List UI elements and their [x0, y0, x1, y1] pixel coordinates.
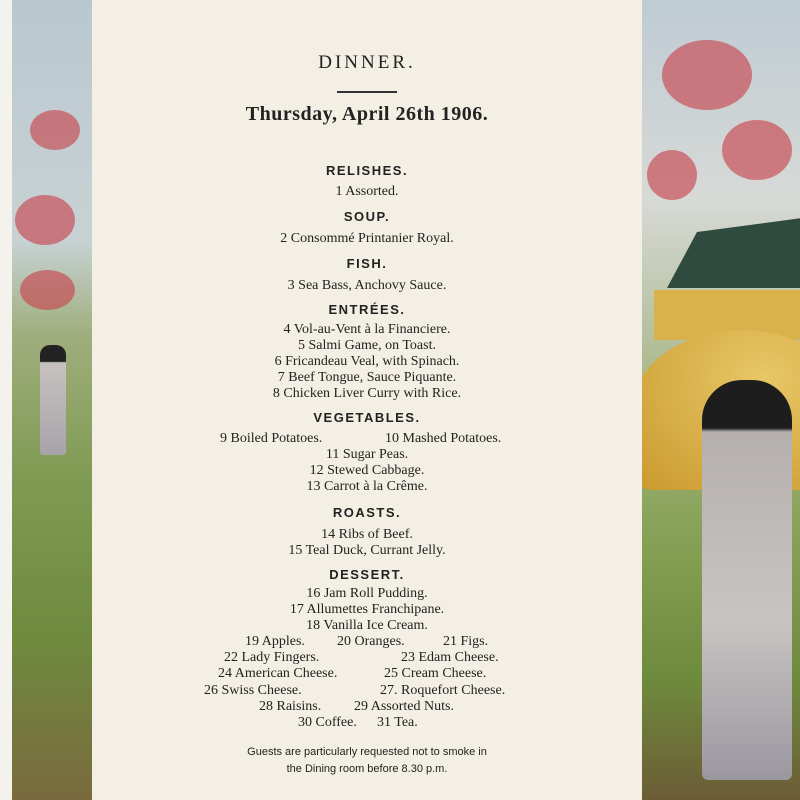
- section-fish: FISH.: [346, 256, 388, 271]
- menu-item: 27. Roquefort Cheese.: [380, 683, 506, 698]
- menu-item: 3 Sea Bass, Anchovy Sauce.: [287, 278, 447, 293]
- menu-title: DINNER.: [318, 52, 416, 73]
- menu-item: 11 Sugar Peas.: [325, 447, 409, 462]
- notice-line: the Dining room before 8.30 p.m.: [286, 763, 448, 775]
- menu-item: 10 Mashed Potatoes.: [385, 431, 502, 446]
- cherry-blossom: [20, 270, 75, 310]
- menu-item: 7 Beef Tongue, Sauce Piquante.: [277, 370, 457, 385]
- cherry-blossom: [15, 195, 75, 245]
- section-roasts: ROASTS.: [332, 505, 402, 520]
- menu-item: 30 Coffee.: [298, 715, 357, 730]
- menu-item: 25 Cream Cheese.: [384, 666, 487, 681]
- menu-item: 15 Teal Duck, Currant Jelly.: [288, 543, 446, 558]
- title-divider: [337, 91, 397, 93]
- menu-item: 21 Figs.: [443, 634, 489, 649]
- menu-item: 9 Boiled Potatoes.: [220, 431, 323, 446]
- menu-item: 24 American Cheese.: [218, 666, 338, 681]
- menu-item: 1 Assorted.: [335, 184, 399, 199]
- menu-date: Thursday, April 26th 1906.: [245, 103, 489, 125]
- menu-item: 16 Jam Roll Pudding.: [306, 586, 428, 601]
- section-dessert: DESSERT.: [329, 567, 405, 582]
- left-illustration: [0, 0, 92, 800]
- menu-item: 2 Consommé Printanier Royal.: [280, 231, 454, 246]
- section-relishes: RELISHES.: [325, 163, 409, 178]
- cherry-blossom: [30, 110, 80, 150]
- menu-item: 22 Lady Fingers.: [224, 650, 320, 665]
- menu-item: 19 Apples.: [245, 634, 305, 649]
- section-vegetables: VEGETABLES.: [313, 410, 421, 425]
- menu-item: 23 Edam Cheese.: [401, 650, 499, 665]
- menu-item: 26 Swiss Cheese.: [204, 683, 302, 698]
- menu-item: 28 Raisins.: [259, 699, 322, 714]
- cherry-blossom: [722, 120, 792, 180]
- menu-item: 31 Tea.: [377, 715, 418, 730]
- cherry-blossom: [647, 150, 697, 200]
- pagoda-roof: [652, 218, 800, 288]
- geisha-figure-small: [40, 345, 66, 455]
- menu-item: 14 Ribs of Beef.: [321, 527, 413, 542]
- menu-item: 5 Salmi Game, on Toast.: [298, 338, 436, 353]
- menu-item: 6 Fricandeau Veal, with Spinach.: [274, 354, 460, 369]
- menu-item: 20 Oranges.: [337, 634, 405, 649]
- section-soup: SOUP.: [343, 209, 391, 224]
- menu-item: 12 Stewed Cabbage.: [309, 463, 425, 478]
- menu-item: 18 Vanilla Ice Cream.: [306, 618, 428, 633]
- smoking-notice: [92, 744, 642, 778]
- menu-item: 4 Vol-au-Vent à la Financiere.: [283, 322, 451, 337]
- right-illustration: [642, 0, 800, 800]
- menu-item: 8 Chicken Liver Curry with Rice.: [272, 386, 462, 401]
- cherry-blossom: [662, 40, 752, 110]
- menu-item: 17 Allumettes Franchipane.: [289, 602, 445, 617]
- notice-line: Guests are particularly requested not to smoke in: [247, 746, 487, 758]
- page-margin: [0, 0, 12, 800]
- menu-card: [92, 0, 642, 800]
- menu-item: 13 Carrot à la Crême.: [306, 479, 428, 494]
- section-entrees: ENTRÉES.: [328, 302, 406, 317]
- menu-item: 29 Assorted Nuts.: [354, 699, 454, 714]
- geisha-figure: [702, 380, 792, 780]
